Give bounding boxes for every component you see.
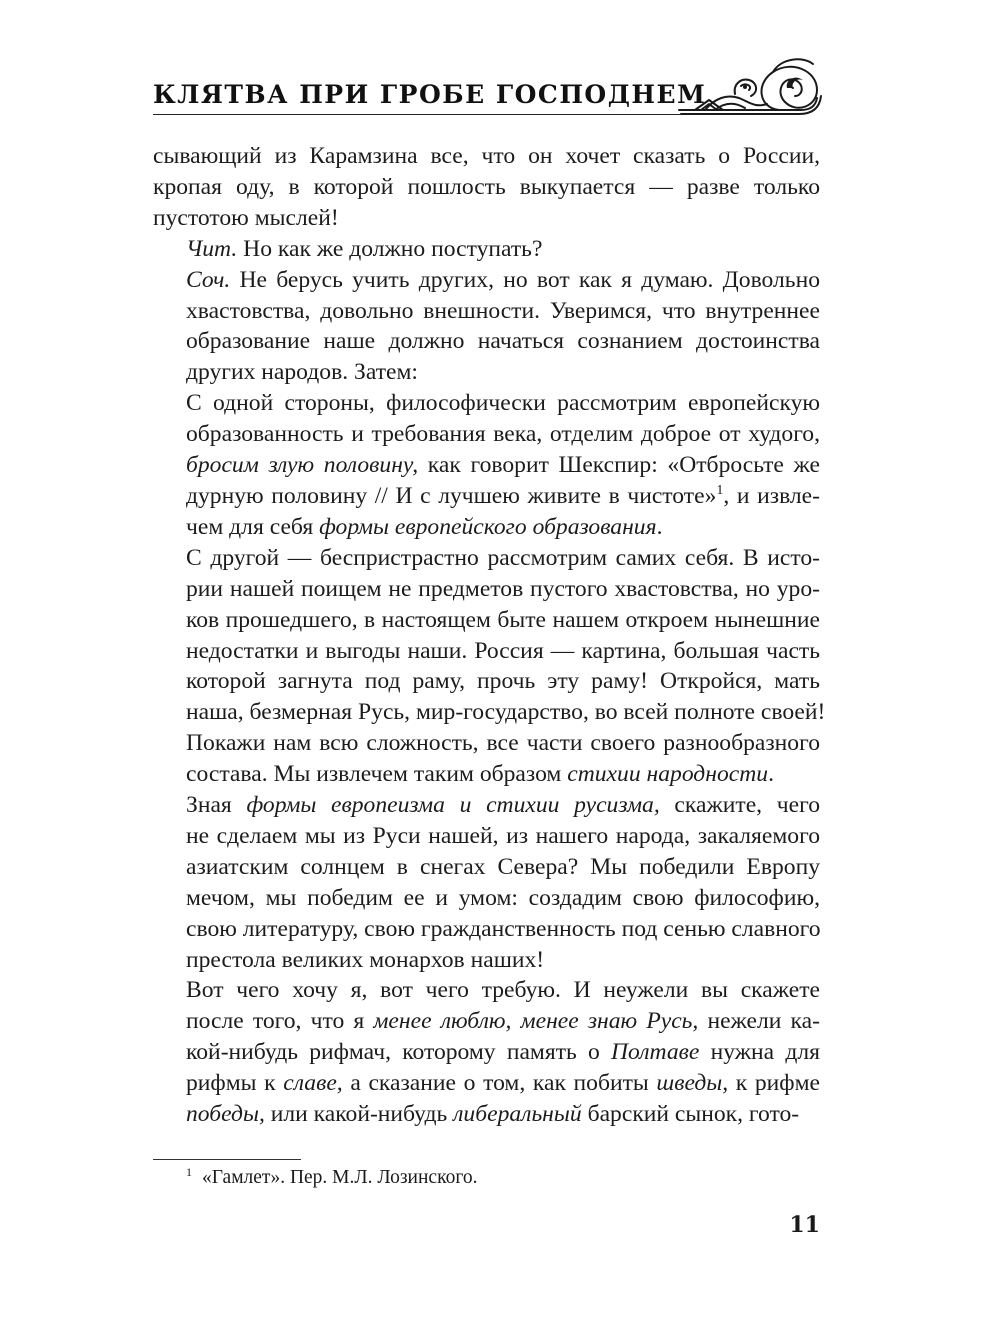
body-text [153,141,826,1130]
paragraph [153,141,820,234]
text-run: пустотою мыслей! [153,204,339,231]
text-run: как говорит Шекспир: «Отбросьте же [418,452,820,479]
footnote-marker: 1 [186,1165,192,1179]
text-run: дурную половину // И с лучшею живите в чистоте» [186,482,717,509]
italic-text: менее люблю, менее знаю Русь, [373,1008,699,1035]
paragraph [153,265,820,389]
text-line [153,821,820,852]
text-line [153,1068,820,1099]
header-rule [153,114,693,115]
italic-text: бросим злую половину, [186,452,419,479]
text-run: наша, безмерная Русь, мир-государство, во всей полноте своей! [186,699,826,726]
text-line [153,326,820,357]
text-line [153,883,820,914]
running-header [153,54,823,118]
text-line [153,388,820,419]
text-line [153,666,820,697]
text-run: состава. Мы извлечем таким образом [186,761,568,788]
text-run: свою литературу, свою гражданственность под сенью славного [186,915,821,942]
text-line [153,697,826,728]
text-run: нужна для [699,1039,820,1066]
text-run: к рифме [728,1070,820,1097]
text-line [153,945,820,976]
italic-text: славе, [283,1070,343,1097]
italic-text: стихии народности [567,761,769,788]
text-run: других народов. Затем: [186,359,418,386]
footnote-rule [153,1159,301,1160]
text-run: или какой-нибудь [264,1101,454,1128]
text-run: а сказание о том, как побиты [342,1070,657,1097]
text-line [153,512,820,543]
text-line [153,636,820,667]
text-run: . [768,761,774,788]
text-line [153,543,820,574]
text-line [153,728,820,759]
text-run: С другой — беспристрастно рассмотрим самих себя. В исто- [186,544,820,571]
text-run: престола великих монархов наших! [186,946,545,973]
footnote [186,1166,477,1190]
text-line [153,450,820,481]
text-run: недостатки и выгоды наши. Россия — картина, большая часть [186,637,820,664]
text-line [153,234,820,265]
italic-text: Соч. [186,266,231,293]
text-run: Покажи нам всю сложность, все части своего разнообразного [186,730,820,757]
text-line [153,759,820,790]
text-run: сывающий из Карамзина все, что он хочет сказать о России, [153,143,820,169]
paragraph [153,790,820,975]
text-run: кропая оду, в которой пошлость выкупается — разве только [153,173,820,200]
text-line [153,172,820,203]
paragraph [153,543,826,790]
footnote-ref: 1 [716,482,724,498]
text-run: после того, что я [186,1008,374,1035]
running-header-title: КЛЯТВА ПРИ ГРОБЕ ГОСПОДНЕМ [153,80,707,109]
paragraph [153,975,820,1130]
text-run: С одной стороны, философически рассмотрим европейскую [186,390,820,417]
text-line [153,203,820,234]
italic-text: либеральный [453,1101,582,1128]
text-run: Не берусь учить других, но вот как я думаю. Довольно [230,266,820,293]
text-line [153,975,820,1006]
text-run: рифмы к [186,1070,284,1097]
text-run: хвастовства, довольно внешности. Уверимся, что внутреннее [186,297,820,324]
text-run: скажите, чего [659,792,820,819]
text-line [153,1099,820,1130]
text-run: мечом, мы победим ее и умом: создадим свою философию, [186,884,820,911]
text-run: азиатским солнцем в снегах Севера? Мы победили Европу [186,853,820,880]
text-run: чем для себя [186,513,320,540]
footnote-text: «Гамлет». Пер. М.Л. Лозинского. [202,1167,478,1188]
text-line [153,265,820,296]
text-run: кой-нибудь рифмач, которому память о [186,1039,612,1066]
text-line [153,852,820,883]
text-line [153,1037,820,1068]
text-line [153,914,820,945]
italic-text: формы европеизма и стихии русизма, [246,792,660,819]
text-line [153,605,820,636]
italic-text: Полтаве [611,1039,700,1066]
text-run: нежели ка- [698,1008,820,1035]
text-line [153,1006,820,1037]
text-line [153,481,820,512]
text-run: рии нашей поищем не предметов пустого хвастовства, но уро- [186,575,820,602]
text-line [153,574,820,605]
text-run: образование наше должно начаться сознанием достоинства [186,328,820,355]
text-run: . [656,513,663,540]
italic-text: шведы, [656,1070,729,1097]
text-run: ков прошедшего, в настоящем быте нашем откроем нынешние [186,606,820,633]
paragraph [153,388,820,543]
celtic-scroll-ornament-icon [675,54,823,118]
text-line [153,296,820,327]
italic-text: Чит. [186,235,238,262]
text-line [153,790,820,821]
text-run: Зная [186,792,247,819]
italic-text: формы европейского образования [319,513,657,540]
text-run: Вот чего хочу я, вот чего требую. И неужели вы скажете [186,977,820,1004]
text-line [153,141,820,172]
text-run: барский сынок, гото- [581,1101,800,1128]
paragraph [153,234,820,265]
text-line [153,357,820,388]
text-run: Но как же должно поступать? [237,235,543,262]
text-run: образованность и требования века, отделим доброе от худого, [186,421,820,448]
page-number: 11 [789,1212,820,1238]
text-run: которой загнута под раму, прочь эту раму! Откройся, мать [186,668,820,695]
text-line [153,419,820,450]
text-run: не сделаем мы из Руси нашей, из нашего народа, закаляемого [186,822,820,849]
italic-text: победы, [186,1101,265,1128]
text-run: , и извле- [723,482,820,509]
